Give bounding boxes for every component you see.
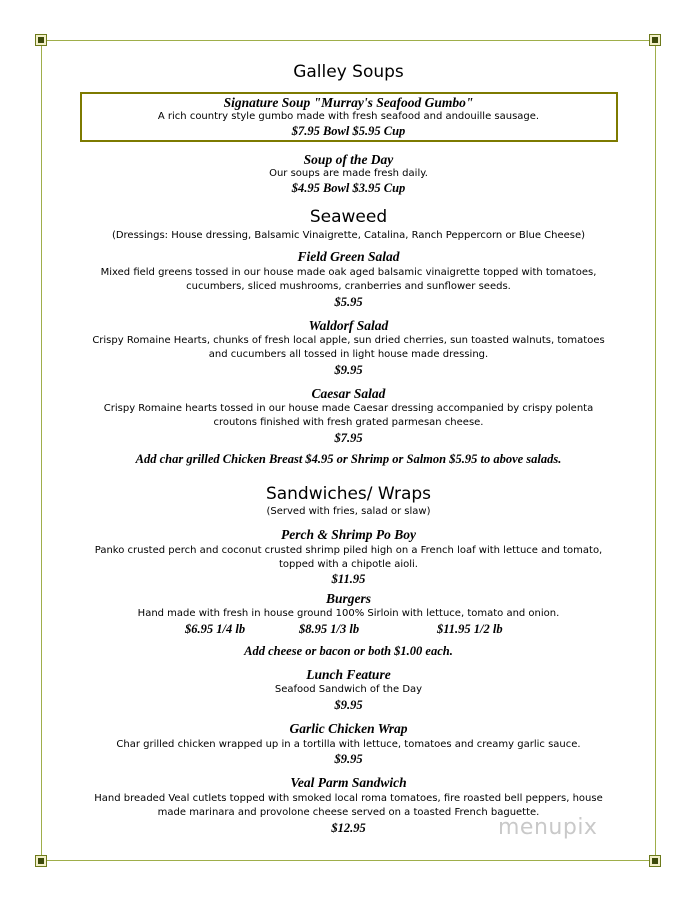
burgers-name: Burgers <box>325 591 371 606</box>
po-boy-desc-2: topped with a chipotle aioli. <box>279 559 418 570</box>
caesar-desc-1: Crispy Romaine hearts tossed in our house made Caesar dressing accompanied by crispy polenta <box>103 403 594 414</box>
menupix-watermark: menupix <box>498 815 598 840</box>
burger-price-third: $8.95 1/3 lb <box>299 622 360 636</box>
burgers-desc: Hand made with fresh in house ground 100% Sirloin with lettuce, tomato and onion. <box>137 608 560 619</box>
caesar-desc-2: croutons finished with fresh grated parmesan cheese. <box>213 417 484 428</box>
lunch-feature-name: Lunch Feature <box>306 667 391 682</box>
waldorf-name: Waldorf Salad <box>308 318 389 333</box>
soup-of-day-name: Soup of the Day <box>303 152 394 167</box>
veal-parm-name: Veal Parm Sandwich <box>290 775 407 790</box>
caesar-name: Caesar Salad <box>311 386 386 401</box>
garlic-wrap-name: Garlic Chicken Wrap <box>289 721 408 736</box>
garlic-wrap-price: $9.95 <box>334 752 363 766</box>
field-green-price: $5.95 <box>334 295 363 309</box>
waldorf-desc-2: and cucumbers all tossed in light house made dressing. <box>208 349 489 360</box>
dressings-note: (Dressings: House dressing, Balsamic Vinaigrette, Catalina, Ranch Peppercorn or Blue Cheese) <box>111 230 586 241</box>
signature-soup-desc: A rich country style gumbo made with fresh seafood and andouille sausage. <box>157 111 540 122</box>
signature-soup-name: Signature Soup "Murray's Seafood Gumbo" <box>223 95 474 110</box>
burger-price-quarter: $6.95 1/4 lb <box>185 622 246 636</box>
veal-parm-desc-2: made marinara and provolone cheese served on a toasted French baguette. <box>157 807 540 818</box>
corner-ornament <box>35 855 47 867</box>
caesar-price: $7.95 <box>334 431 363 445</box>
corner-ornament <box>35 34 47 46</box>
signature-soup-price: $7.95 Bowl $5.95 Cup <box>291 124 406 138</box>
soup-of-day-desc: Our soups are made fresh daily. <box>269 168 428 179</box>
po-boy-desc-1: Panko crusted perch and coconut crusted shrimp piled high on a French loaf with lettuce and tomato, <box>94 545 603 556</box>
garlic-wrap-desc: Char grilled chicken wrapped up in a tortilla with lettuce, tomatoes and creamy garlic sauce. <box>116 739 581 750</box>
waldorf-desc-1: Crispy Romaine Hearts, chunks of fresh local apple, sun dried cherries, sun toasted walnuts, tomatoes <box>92 335 605 346</box>
corner-ornament <box>649 855 661 867</box>
field-green-name: Field Green Salad <box>297 249 400 264</box>
soup-of-day-price: $4.95 Bowl $3.95 Cup <box>291 181 406 195</box>
lunch-feature-desc: Seafood Sandwich of the Day <box>274 684 423 695</box>
burger-addon: Add cheese or bacon or both $1.00 each. <box>244 644 453 658</box>
served-with-note: (Served with fries, salad or slaw) <box>266 506 431 517</box>
seaweed-heading: Seaweed <box>309 207 388 227</box>
burger-price-half: $11.95 1/2 lb <box>437 622 503 636</box>
veal-parm-desc-1: Hand breaded Veal cutlets topped with smoked local roma tomatoes, fire roasted bell peppers, house <box>94 793 603 804</box>
field-green-desc-1: Mixed field greens tossed in our house made oak aged balsamic vinaigrette topped with tomatoes, <box>100 267 597 278</box>
salad-addon: Add char grilled Chicken Breast $4.95 or Shrimp or Salmon $5.95 to above salads. <box>135 452 562 466</box>
po-boy-name: Perch & Shrimp Po Boy <box>280 527 416 542</box>
lunch-feature-price: $9.95 <box>334 698 363 712</box>
waldorf-price: $9.95 <box>334 363 363 377</box>
po-boy-price: $11.95 <box>331 572 366 586</box>
corner-ornament <box>649 34 661 46</box>
field-green-desc-2: cucumbers, sliced mushrooms, cranberries and sunflower seeds. <box>186 281 511 292</box>
soups-heading: Galley Soups <box>293 62 404 82</box>
veal-parm-price: $12.95 <box>331 821 366 835</box>
sandwiches-heading: Sandwiches/ Wraps <box>265 484 432 504</box>
